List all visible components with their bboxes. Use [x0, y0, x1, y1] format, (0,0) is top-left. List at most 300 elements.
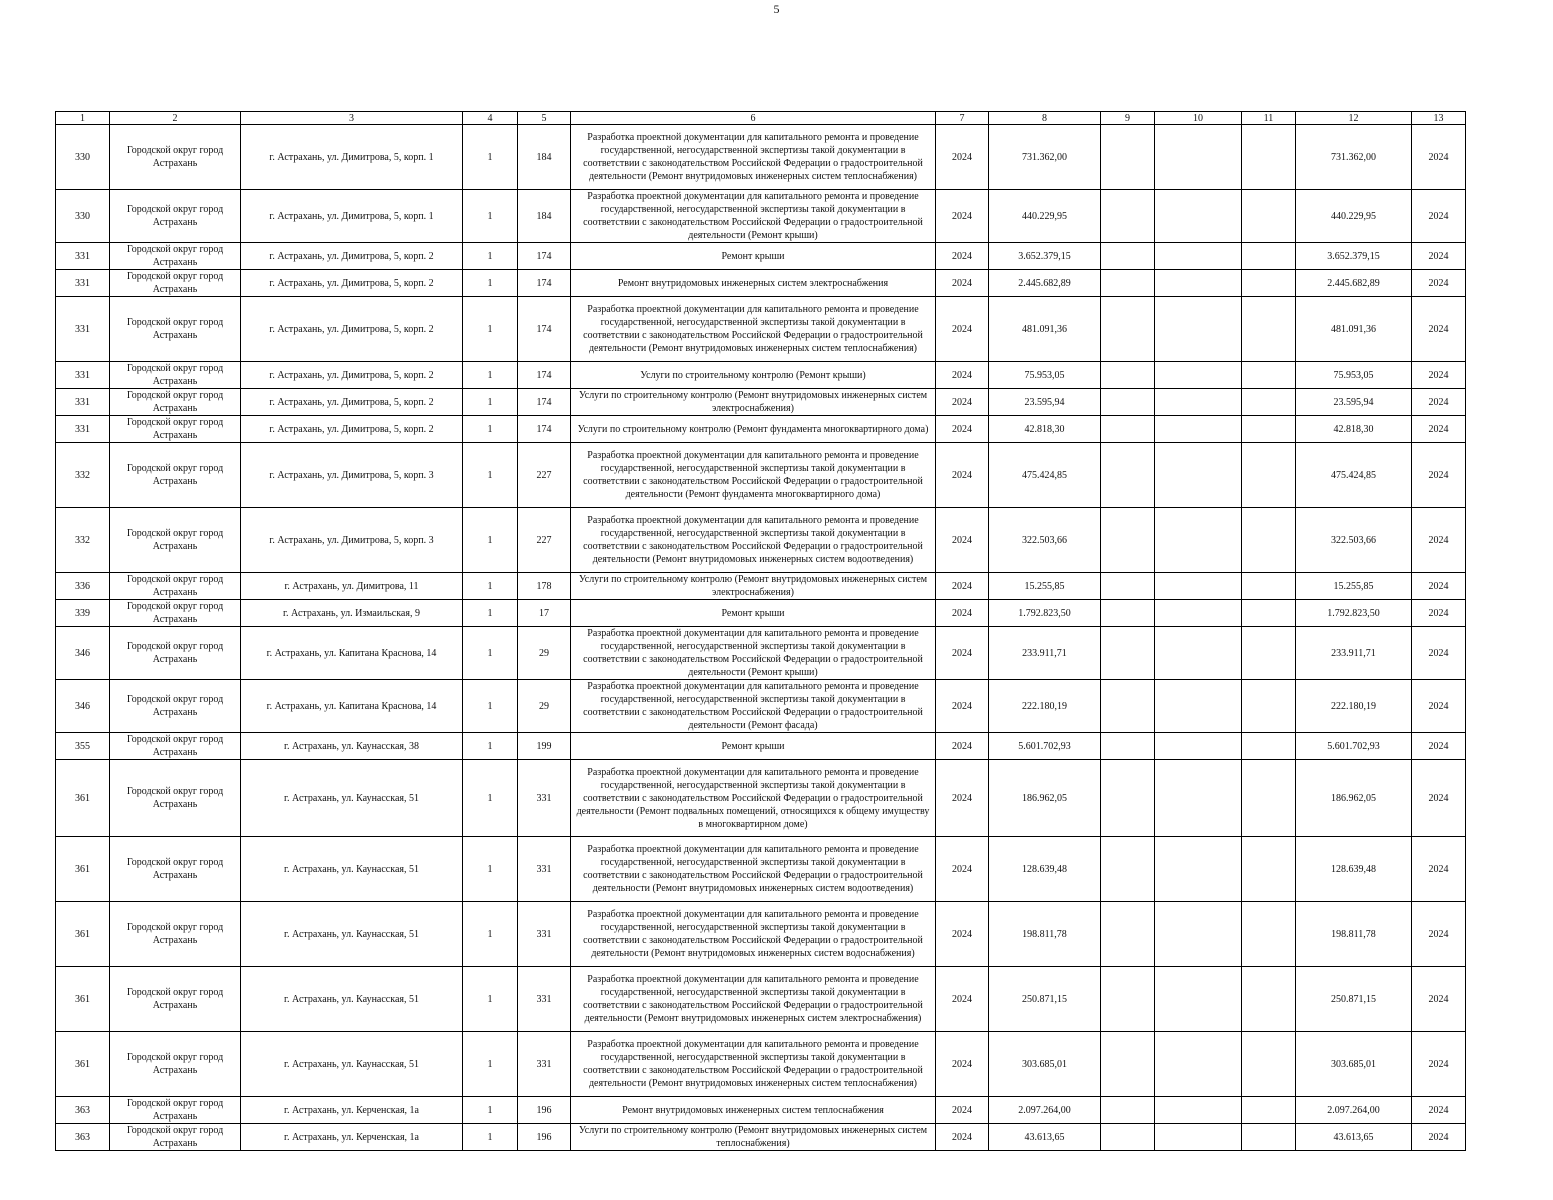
col9-cell — [1101, 600, 1155, 627]
municipality-cell: Городской округ город Астрахань — [110, 680, 241, 733]
municipality-cell: Городской округ город Астрахань — [110, 443, 241, 508]
col4-cell: 1 — [463, 125, 518, 190]
year-cell: 2024 — [936, 733, 989, 760]
col5-cell: 17 — [518, 600, 571, 627]
address-cell: г. Астрахань, ул. Димитрова, 5, корп. 2 — [241, 270, 463, 297]
col10-cell — [1155, 416, 1242, 443]
col11-cell — [1242, 1097, 1296, 1124]
table-row — [56, 967, 1466, 1032]
municipality-cell: Городской округ город Астрахань — [110, 902, 241, 967]
table-row — [56, 1124, 1466, 1151]
col9-cell — [1101, 573, 1155, 600]
col9-cell — [1101, 190, 1155, 243]
municipality-cell: Городской округ город Астрахань — [110, 1124, 241, 1151]
col4-cell: 1 — [463, 243, 518, 270]
col10-cell — [1155, 733, 1242, 760]
col9-cell — [1101, 270, 1155, 297]
work-description-cell: Разработка проектной документации для капитального ремонта и проведение государственной, негосударственной экспертизы такой документации в соответствии с законодательством Российской Федерации о градостроительной деятельности (Ремонт внутридомовых инженерных систем теплоснабжения) — [571, 297, 936, 362]
end-year-cell: 2024 — [1412, 243, 1466, 270]
table-row — [56, 443, 1466, 508]
cost-cell: 222.180,19 — [989, 680, 1101, 733]
cost-cell: 233.911,71 — [989, 627, 1101, 680]
col4-cell: 1 — [463, 627, 518, 680]
cost-cell: 75.953,05 — [989, 362, 1101, 389]
col11-cell — [1242, 680, 1296, 733]
row-number-cell: 331 — [56, 416, 110, 443]
col10-cell — [1155, 243, 1242, 270]
col9-cell — [1101, 1032, 1155, 1097]
table-row — [56, 416, 1466, 443]
column-header: 12 — [1296, 112, 1412, 125]
work-description-cell: Разработка проектной документации для капитального ремонта и проведение государственной, негосударственной экспертизы такой документации в соответствии с законодательством Российской Федерации о градостроительной деятельности (Ремонт внутридомовых инженерных систем водоснабжения) — [571, 902, 936, 967]
col4-cell: 1 — [463, 1097, 518, 1124]
municipality-cell: Городской округ город Астрахань — [110, 600, 241, 627]
col10-cell — [1155, 443, 1242, 508]
year-cell: 2024 — [936, 1124, 989, 1151]
row-number-cell: 363 — [56, 1124, 110, 1151]
year-cell: 2024 — [936, 680, 989, 733]
col4-cell: 1 — [463, 362, 518, 389]
col11-cell — [1242, 125, 1296, 190]
end-year-cell: 2024 — [1412, 627, 1466, 680]
address-cell: г. Астрахань, ул. Димитрова, 5, корп. 2 — [241, 243, 463, 270]
col11-cell — [1242, 760, 1296, 837]
address-cell: г. Астрахань, ул. Димитрова, 5, корп. 3 — [241, 508, 463, 573]
address-cell: г. Астрахань, ул. Каунасская, 38 — [241, 733, 463, 760]
row-number-cell: 332 — [56, 443, 110, 508]
address-cell: г. Астрахань, ул. Димитрова, 5, корп. 1 — [241, 190, 463, 243]
total-cost-cell: 2.097.264,00 — [1296, 1097, 1412, 1124]
year-cell: 2024 — [936, 243, 989, 270]
work-description-cell: Услуги по строительному контролю (Ремонт крыши) — [571, 362, 936, 389]
year-cell: 2024 — [936, 573, 989, 600]
year-cell: 2024 — [936, 1097, 989, 1124]
table-row — [56, 837, 1466, 902]
table-row — [56, 600, 1466, 627]
column-header: 6 — [571, 112, 936, 125]
table-row — [56, 1032, 1466, 1097]
col9-cell — [1101, 627, 1155, 680]
col5-cell: 178 — [518, 573, 571, 600]
col10-cell — [1155, 362, 1242, 389]
col9-cell — [1101, 389, 1155, 416]
year-cell: 2024 — [936, 508, 989, 573]
work-description-cell: Услуги по строительному контролю (Ремонт внутридомовых инженерных систем теплоснабжения) — [571, 1124, 936, 1151]
work-description-cell: Разработка проектной документации для капитального ремонта и проведение государственной, негосударственной экспертизы такой документации в соответствии с законодательством Российской Федерации о градостроительной деятельности (Ремонт крыши) — [571, 190, 936, 243]
year-cell: 2024 — [936, 837, 989, 902]
total-cost-cell: 23.595,94 — [1296, 389, 1412, 416]
col4-cell: 1 — [463, 902, 518, 967]
total-cost-cell: 475.424,85 — [1296, 443, 1412, 508]
col5-cell: 196 — [518, 1097, 571, 1124]
end-year-cell: 2024 — [1412, 760, 1466, 837]
year-cell: 2024 — [936, 760, 989, 837]
cost-cell: 23.595,94 — [989, 389, 1101, 416]
col9-cell — [1101, 733, 1155, 760]
work-description-cell: Услуги по строительному контролю (Ремонт внутридомовых инженерных систем электроснабжения) — [571, 573, 936, 600]
row-number-cell: 361 — [56, 760, 110, 837]
col11-cell — [1242, 389, 1296, 416]
address-cell: г. Астрахань, ул. Димитрова, 5, корп. 2 — [241, 362, 463, 389]
col11-cell — [1242, 443, 1296, 508]
work-description-cell: Разработка проектной документации для капитального ремонта и проведение государственной, негосударственной экспертизы такой документации в соответствии с законодательством Российской Федерации о градостроительной деятельности (Ремонт внутридомовых инженерных систем водоотведения) — [571, 837, 936, 902]
end-year-cell: 2024 — [1412, 389, 1466, 416]
col11-cell — [1242, 600, 1296, 627]
end-year-cell: 2024 — [1412, 297, 1466, 362]
col10-cell — [1155, 837, 1242, 902]
address-cell: г. Астрахань, ул. Димитрова, 5, корп. 1 — [241, 125, 463, 190]
col5-cell: 331 — [518, 1032, 571, 1097]
work-description-cell: Ремонт крыши — [571, 733, 936, 760]
cost-cell: 303.685,01 — [989, 1032, 1101, 1097]
col11-cell — [1242, 733, 1296, 760]
total-cost-cell: 481.091,36 — [1296, 297, 1412, 362]
end-year-cell: 2024 — [1412, 362, 1466, 389]
column-header: 10 — [1155, 112, 1242, 125]
total-cost-cell: 198.811,78 — [1296, 902, 1412, 967]
table-row — [56, 190, 1466, 243]
year-cell: 2024 — [936, 600, 989, 627]
col5-cell: 199 — [518, 733, 571, 760]
col5-cell: 184 — [518, 190, 571, 243]
end-year-cell: 2024 — [1412, 837, 1466, 902]
col4-cell: 1 — [463, 508, 518, 573]
col9-cell — [1101, 760, 1155, 837]
column-header: 4 — [463, 112, 518, 125]
total-cost-cell: 186.962,05 — [1296, 760, 1412, 837]
col11-cell — [1242, 190, 1296, 243]
table-row — [56, 243, 1466, 270]
end-year-cell: 2024 — [1412, 1124, 1466, 1151]
total-cost-cell: 42.818,30 — [1296, 416, 1412, 443]
year-cell: 2024 — [936, 443, 989, 508]
col9-cell — [1101, 443, 1155, 508]
column-header: 2 — [110, 112, 241, 125]
col4-cell: 1 — [463, 967, 518, 1032]
col5-cell: 227 — [518, 443, 571, 508]
column-header: 7 — [936, 112, 989, 125]
total-cost-cell: 128.639,48 — [1296, 837, 1412, 902]
work-description-cell: Ремонт крыши — [571, 243, 936, 270]
end-year-cell: 2024 — [1412, 902, 1466, 967]
end-year-cell: 2024 — [1412, 125, 1466, 190]
cost-cell: 2.445.682,89 — [989, 270, 1101, 297]
column-header: 13 — [1412, 112, 1466, 125]
year-cell: 2024 — [936, 125, 989, 190]
col10-cell — [1155, 902, 1242, 967]
col5-cell: 174 — [518, 270, 571, 297]
cost-cell: 5.601.702,93 — [989, 733, 1101, 760]
col10-cell — [1155, 1124, 1242, 1151]
municipality-cell: Городской округ город Астрахань — [110, 837, 241, 902]
year-cell: 2024 — [936, 389, 989, 416]
year-cell: 2024 — [936, 362, 989, 389]
cost-cell: 481.091,36 — [989, 297, 1101, 362]
col5-cell: 174 — [518, 243, 571, 270]
col5-cell: 29 — [518, 627, 571, 680]
col4-cell: 1 — [463, 1032, 518, 1097]
year-cell: 2024 — [936, 902, 989, 967]
col11-cell — [1242, 837, 1296, 902]
col11-cell — [1242, 627, 1296, 680]
col9-cell — [1101, 362, 1155, 389]
page-number: 5 — [773, 2, 780, 16]
address-cell: г. Астрахань, ул. Димитрова, 5, корп. 2 — [241, 297, 463, 362]
col9-cell — [1101, 243, 1155, 270]
table-row — [56, 760, 1466, 837]
col9-cell — [1101, 680, 1155, 733]
municipality-cell: Городской округ город Астрахань — [110, 243, 241, 270]
column-header: 11 — [1242, 112, 1296, 125]
table-row — [56, 297, 1466, 362]
table-row — [56, 573, 1466, 600]
col4-cell: 1 — [463, 389, 518, 416]
total-cost-cell: 3.652.379,15 — [1296, 243, 1412, 270]
table-row — [56, 680, 1466, 733]
municipality-cell: Городской округ город Астрахань — [110, 125, 241, 190]
table-row — [56, 362, 1466, 389]
row-number-cell: 355 — [56, 733, 110, 760]
col11-cell — [1242, 297, 1296, 362]
total-cost-cell: 322.503,66 — [1296, 508, 1412, 573]
repair-program-table — [55, 111, 1466, 1151]
col11-cell — [1242, 416, 1296, 443]
work-description-cell: Ремонт внутридомовых инженерных систем теплоснабжения — [571, 1097, 936, 1124]
total-cost-cell: 5.601.702,93 — [1296, 733, 1412, 760]
col9-cell — [1101, 1124, 1155, 1151]
col5-cell: 227 — [518, 508, 571, 573]
col5-cell: 174 — [518, 362, 571, 389]
col9-cell — [1101, 1097, 1155, 1124]
col11-cell — [1242, 573, 1296, 600]
table-row — [56, 270, 1466, 297]
work-description-cell: Разработка проектной документации для капитального ремонта и проведение государственной, негосударственной экспертизы такой документации в соответствии с законодательством Российской Федерации о градостроительной деятельности (Ремонт крыши) — [571, 627, 936, 680]
row-number-cell: 346 — [56, 627, 110, 680]
end-year-cell: 2024 — [1412, 443, 1466, 508]
work-description-cell: Ремонт крыши — [571, 600, 936, 627]
end-year-cell: 2024 — [1412, 416, 1466, 443]
col9-cell — [1101, 297, 1155, 362]
col11-cell — [1242, 270, 1296, 297]
address-cell: г. Астрахань, ул. Димитрова, 5, корп. 2 — [241, 389, 463, 416]
col10-cell — [1155, 508, 1242, 573]
municipality-cell: Городской округ город Астрахань — [110, 1032, 241, 1097]
address-cell: г. Астрахань, ул. Керченская, 1а — [241, 1097, 463, 1124]
year-cell: 2024 — [936, 190, 989, 243]
col10-cell — [1155, 1097, 1242, 1124]
col9-cell — [1101, 967, 1155, 1032]
row-number-cell: 330 — [56, 125, 110, 190]
total-cost-cell: 731.362,00 — [1296, 125, 1412, 190]
total-cost-cell: 440.229,95 — [1296, 190, 1412, 243]
address-cell: г. Астрахань, ул. Каунасская, 51 — [241, 1032, 463, 1097]
municipality-cell: Городской округ город Астрахань — [110, 190, 241, 243]
col11-cell — [1242, 1032, 1296, 1097]
address-cell: г. Астрахань, ул. Измаильская, 9 — [241, 600, 463, 627]
work-description-cell: Разработка проектной документации для капитального ремонта и проведение государственной, негосударственной экспертизы такой документации в соответствии с законодательством Российской Федерации о градостроительной деятельности (Ремонт внутридомовых инженерных систем теплоснабжения) — [571, 1032, 936, 1097]
total-cost-cell: 233.911,71 — [1296, 627, 1412, 680]
municipality-cell: Городской округ город Астрахань — [110, 1097, 241, 1124]
col10-cell — [1155, 680, 1242, 733]
col4-cell: 1 — [463, 573, 518, 600]
end-year-cell: 2024 — [1412, 573, 1466, 600]
end-year-cell: 2024 — [1412, 270, 1466, 297]
col11-cell — [1242, 508, 1296, 573]
col5-cell: 29 — [518, 680, 571, 733]
municipality-cell: Городской округ город Астрахань — [110, 389, 241, 416]
municipality-cell: Городской округ город Астрахань — [110, 967, 241, 1032]
column-header: 8 — [989, 112, 1101, 125]
total-cost-cell: 43.613,65 — [1296, 1124, 1412, 1151]
total-cost-cell: 250.871,15 — [1296, 967, 1412, 1032]
col5-cell: 331 — [518, 837, 571, 902]
table-row — [56, 1097, 1466, 1124]
column-header: 9 — [1101, 112, 1155, 125]
col4-cell: 1 — [463, 270, 518, 297]
total-cost-cell: 75.953,05 — [1296, 362, 1412, 389]
cost-cell: 186.962,05 — [989, 760, 1101, 837]
row-number-cell: 331 — [56, 297, 110, 362]
municipality-cell: Городской округ город Астрахань — [110, 362, 241, 389]
end-year-cell: 2024 — [1412, 190, 1466, 243]
municipality-cell: Городской округ город Астрахань — [110, 573, 241, 600]
table-row — [56, 125, 1466, 190]
work-description-cell: Разработка проектной документации для капитального ремонта и проведение государственной, негосударственной экспертизы такой документации в соответствии с законодательством Российской Федерации о градостроительной деятельности (Ремонт подвальных помещений, относящихся к общему имуществу в многоквартирном доме) — [571, 760, 936, 837]
municipality-cell: Городской округ город Астрахань — [110, 508, 241, 573]
end-year-cell: 2024 — [1412, 1097, 1466, 1124]
col5-cell: 196 — [518, 1124, 571, 1151]
address-cell: г. Астрахань, ул. Каунасская, 51 — [241, 760, 463, 837]
row-number-cell: 361 — [56, 837, 110, 902]
work-description-cell: Разработка проектной документации для капитального ремонта и проведение государственной, негосударственной экспертизы такой документации в соответствии с законодательством Российской Федерации о градостроительной деятельности (Ремонт фундамента многоквартирного дома) — [571, 443, 936, 508]
col4-cell: 1 — [463, 760, 518, 837]
row-number-cell: 331 — [56, 389, 110, 416]
col5-cell: 184 — [518, 125, 571, 190]
col10-cell — [1155, 389, 1242, 416]
end-year-cell: 2024 — [1412, 967, 1466, 1032]
cost-cell: 198.811,78 — [989, 902, 1101, 967]
cost-cell: 42.818,30 — [989, 416, 1101, 443]
row-number-cell: 339 — [56, 600, 110, 627]
work-description-cell: Ремонт внутридомовых инженерных систем электроснабжения — [571, 270, 936, 297]
municipality-cell: Городской округ город Астрахань — [110, 627, 241, 680]
address-cell: г. Астрахань, ул. Димитрова, 5, корп. 3 — [241, 443, 463, 508]
col10-cell — [1155, 760, 1242, 837]
col4-cell: 1 — [463, 190, 518, 243]
row-number-cell: 361 — [56, 902, 110, 967]
column-header: 3 — [241, 112, 463, 125]
municipality-cell: Городской округ город Астрахань — [110, 416, 241, 443]
col10-cell — [1155, 297, 1242, 362]
col5-cell: 331 — [518, 902, 571, 967]
col4-cell: 1 — [463, 1124, 518, 1151]
work-description-cell: Разработка проектной документации для капитального ремонта и проведение государственной, негосударственной экспертизы такой документации в соответствии с законодательством Российской Федерации о градостроительной деятельности (Ремонт внутридомовых инженерных систем электроснабжения) — [571, 967, 936, 1032]
address-cell: г. Астрахань, ул. Керченская, 1а — [241, 1124, 463, 1151]
address-cell: г. Астрахань, ул. Каунасская, 51 — [241, 902, 463, 967]
column-header: 5 — [518, 112, 571, 125]
end-year-cell: 2024 — [1412, 508, 1466, 573]
col9-cell — [1101, 416, 1155, 443]
col5-cell: 174 — [518, 416, 571, 443]
row-number-cell: 331 — [56, 270, 110, 297]
cost-cell: 3.652.379,15 — [989, 243, 1101, 270]
address-cell: г. Астрахань, ул. Каунасская, 51 — [241, 837, 463, 902]
col10-cell — [1155, 967, 1242, 1032]
col11-cell — [1242, 362, 1296, 389]
municipality-cell: Городской округ город Астрахань — [110, 270, 241, 297]
col5-cell: 331 — [518, 967, 571, 1032]
work-description-cell: Услуги по строительному контролю (Ремонт фундамента многоквартирного дома) — [571, 416, 936, 443]
row-number-cell: 330 — [56, 190, 110, 243]
end-year-cell: 2024 — [1412, 600, 1466, 627]
col9-cell — [1101, 902, 1155, 967]
row-number-cell: 346 — [56, 680, 110, 733]
work-description-cell: Разработка проектной документации для капитального ремонта и проведение государственной, негосударственной экспертизы такой документации в соответствии с законодательством Российской Федерации о градостроительной деятельности (Ремонт внутридомовых инженерных систем теплоснабжения) — [571, 125, 936, 190]
table-row — [56, 733, 1466, 760]
col10-cell — [1155, 1032, 1242, 1097]
col10-cell — [1155, 190, 1242, 243]
table-row — [56, 902, 1466, 967]
col10-cell — [1155, 600, 1242, 627]
col4-cell: 1 — [463, 733, 518, 760]
row-number-cell: 361 — [56, 967, 110, 1032]
address-cell: г. Астрахань, ул. Капитана Краснова, 14 — [241, 627, 463, 680]
address-cell: г. Астрахань, ул. Димитрова, 5, корп. 2 — [241, 416, 463, 443]
total-cost-cell: 1.792.823,50 — [1296, 600, 1412, 627]
municipality-cell: Городской округ город Астрахань — [110, 297, 241, 362]
col5-cell: 331 — [518, 760, 571, 837]
col5-cell: 174 — [518, 297, 571, 362]
cost-cell: 440.229,95 — [989, 190, 1101, 243]
row-number-cell: 363 — [56, 1097, 110, 1124]
total-cost-cell: 303.685,01 — [1296, 1032, 1412, 1097]
row-number-cell: 331 — [56, 362, 110, 389]
address-cell: г. Астрахань, ул. Капитана Краснова, 14 — [241, 680, 463, 733]
col4-cell: 1 — [463, 443, 518, 508]
col11-cell — [1242, 902, 1296, 967]
col11-cell — [1242, 243, 1296, 270]
col4-cell: 1 — [463, 680, 518, 733]
cost-cell: 15.255,85 — [989, 573, 1101, 600]
table-row — [56, 508, 1466, 573]
col4-cell: 1 — [463, 600, 518, 627]
year-cell: 2024 — [936, 270, 989, 297]
col11-cell — [1242, 1124, 1296, 1151]
end-year-cell: 2024 — [1412, 680, 1466, 733]
end-year-cell: 2024 — [1412, 1032, 1466, 1097]
col9-cell — [1101, 125, 1155, 190]
column-header: 1 — [56, 112, 110, 125]
total-cost-cell: 2.445.682,89 — [1296, 270, 1412, 297]
cost-cell: 250.871,15 — [989, 967, 1101, 1032]
cost-cell: 43.613,65 — [989, 1124, 1101, 1151]
col4-cell: 1 — [463, 297, 518, 362]
col4-cell: 1 — [463, 837, 518, 902]
address-cell: г. Астрахань, ул. Димитрова, 11 — [241, 573, 463, 600]
work-description-cell: Разработка проектной документации для капитального ремонта и проведение государственной, негосударственной экспертизы такой документации в соответствии с законодательством Российской Федерации о градостроительной деятельности (Ремонт фасада) — [571, 680, 936, 733]
municipality-cell: Городской округ город Астрахань — [110, 733, 241, 760]
cost-cell: 322.503,66 — [989, 508, 1101, 573]
work-description-cell: Услуги по строительному контролю (Ремонт внутридомовых инженерных систем электроснабжения) — [571, 389, 936, 416]
year-cell: 2024 — [936, 627, 989, 680]
total-cost-cell: 222.180,19 — [1296, 680, 1412, 733]
row-number-cell: 361 — [56, 1032, 110, 1097]
table-row — [56, 389, 1466, 416]
row-number-cell: 336 — [56, 573, 110, 600]
cost-cell: 731.362,00 — [989, 125, 1101, 190]
year-cell: 2024 — [936, 1032, 989, 1097]
work-description-cell: Разработка проектной документации для капитального ремонта и проведение государственной, негосударственной экспертизы такой документации в соответствии с законодательством Российской Федерации о градостроительной деятельности (Ремонт внутридомовых инженерных систем водоотведения) — [571, 508, 936, 573]
